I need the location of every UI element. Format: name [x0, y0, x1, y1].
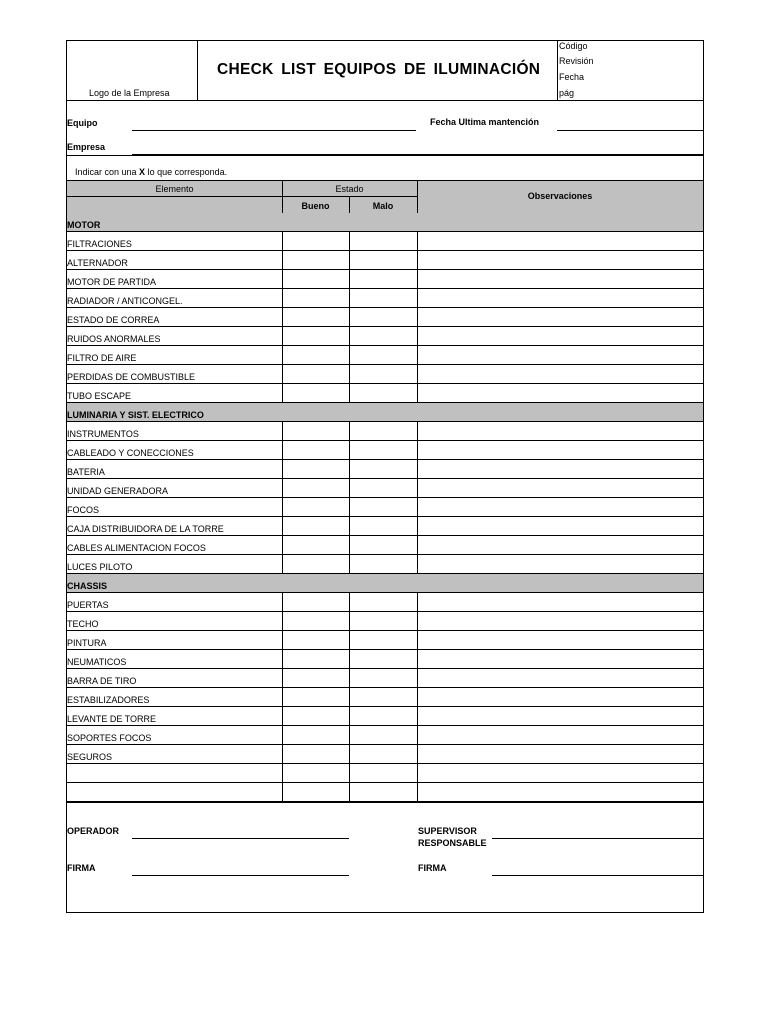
observaciones-cell[interactable]	[417, 688, 703, 707]
bueno-cell[interactable]	[282, 384, 349, 403]
bueno-cell[interactable]	[282, 764, 349, 783]
malo-cell[interactable]	[349, 745, 417, 764]
row-label: LUCES PILOTO	[67, 562, 133, 572]
bueno-cell[interactable]	[282, 365, 349, 384]
observaciones-cell[interactable]	[417, 251, 703, 270]
table-row	[67, 232, 703, 251]
bueno-cell[interactable]	[282, 745, 349, 764]
table-row	[67, 498, 703, 517]
table-row	[67, 460, 703, 479]
table-row	[67, 707, 703, 726]
meta-codigo: Código	[559, 41, 588, 51]
table-row	[67, 327, 703, 346]
info-divider	[67, 155, 703, 156]
bueno-cell[interactable]	[282, 726, 349, 745]
bueno-cell[interactable]	[282, 251, 349, 270]
observaciones-cell[interactable]	[417, 460, 703, 479]
supervisor-label: SUPERVISOR	[418, 826, 477, 836]
observaciones-cell[interactable]	[417, 479, 703, 498]
observaciones-cell[interactable]	[417, 498, 703, 517]
header-divider-meta	[557, 41, 558, 100]
row-label: BATERIA	[67, 467, 105, 477]
observaciones-cell[interactable]	[417, 308, 703, 327]
malo-cell[interactable]	[349, 726, 417, 745]
row-label: LEVANTE DE TORRE	[67, 714, 157, 724]
observaciones-cell[interactable]	[417, 422, 703, 441]
table-row	[67, 422, 703, 441]
row-label: FOCOS	[67, 505, 100, 515]
table-header-mid	[67, 196, 417, 197]
table-row	[67, 726, 703, 745]
malo-cell[interactable]	[349, 631, 417, 650]
observaciones-cell[interactable]	[417, 669, 703, 688]
equipo-label: Equipo	[67, 118, 98, 128]
malo-cell[interactable]	[349, 764, 417, 783]
malo-cell[interactable]	[349, 650, 417, 669]
bueno-cell[interactable]	[282, 517, 349, 536]
bueno-cell[interactable]	[282, 289, 349, 308]
row-label: RUIDOS ANORMALES	[67, 334, 161, 344]
section-label: LUMINARIA Y SIST. ELECTRICO	[67, 410, 204, 420]
malo-cell[interactable]	[349, 251, 417, 270]
bueno-cell[interactable]	[282, 669, 349, 688]
observaciones-cell[interactable]	[417, 327, 703, 346]
row-label: INSTRUMENTOS	[67, 429, 139, 439]
operador-label: OPERADOR	[67, 826, 120, 836]
malo-cell[interactable]	[349, 536, 417, 555]
col-observaciones: Observaciones	[527, 191, 593, 201]
malo-cell[interactable]	[349, 688, 417, 707]
table-row	[67, 669, 703, 688]
observaciones-cell[interactable]	[417, 555, 703, 574]
table-row	[67, 745, 703, 764]
fecha-mantencion-field[interactable]	[557, 130, 703, 131]
bueno-cell[interactable]	[282, 270, 349, 289]
observaciones-cell[interactable]	[417, 365, 703, 384]
firma-supervisor-label: FIRMA	[418, 863, 447, 873]
malo-cell[interactable]	[349, 517, 417, 536]
table-row	[67, 593, 703, 612]
malo-cell[interactable]	[349, 384, 417, 403]
checklist-form	[66, 40, 704, 913]
malo-cell[interactable]	[349, 308, 417, 327]
bueno-cell[interactable]	[282, 441, 349, 460]
row-label: NEUMATICOS	[67, 657, 127, 667]
observaciones-cell[interactable]	[417, 593, 703, 612]
row-label: RADIADOR / ANTICONGEL.	[67, 296, 183, 306]
firma-supervisor-field[interactable]	[492, 875, 703, 876]
bueno-cell[interactable]	[282, 498, 349, 517]
observaciones-cell[interactable]	[417, 783, 703, 802]
bueno-cell[interactable]	[282, 707, 349, 726]
row-label: MOTOR DE PARTIDA	[67, 277, 157, 287]
row-label: SEGUROS	[67, 752, 113, 762]
table-row	[67, 783, 703, 802]
bueno-cell[interactable]	[282, 536, 349, 555]
table-row	[67, 365, 703, 384]
section-label: CHASSIS	[67, 581, 108, 591]
bueno-cell[interactable]	[282, 593, 349, 612]
equipo-field[interactable]	[132, 130, 416, 131]
section-label: MOTOR	[67, 220, 101, 230]
observaciones-cell[interactable]	[417, 517, 703, 536]
table-row	[67, 479, 703, 498]
row-label: PINTURA	[67, 638, 107, 648]
table-row	[67, 441, 703, 460]
firma-operador-field[interactable]	[132, 875, 349, 876]
malo-cell[interactable]	[349, 346, 417, 365]
row-label: ALTERNADOR	[67, 258, 128, 268]
col-bueno: Bueno	[301, 201, 330, 211]
malo-cell[interactable]	[349, 270, 417, 289]
malo-cell[interactable]	[349, 593, 417, 612]
section-row	[67, 213, 703, 232]
col-elemento: Elemento	[155, 184, 194, 194]
bueno-cell[interactable]	[282, 612, 349, 631]
observaciones-cell[interactable]	[417, 232, 703, 251]
row-label: TECHO	[67, 619, 99, 629]
table-header-top	[67, 180, 703, 181]
header-divider-logo	[197, 41, 198, 100]
observaciones-cell[interactable]	[417, 384, 703, 403]
table-row	[67, 270, 703, 289]
malo-cell[interactable]	[349, 498, 417, 517]
table-row	[67, 517, 703, 536]
responsable-label: RESPONSABLE	[418, 838, 487, 848]
row-label: SOPORTES FOCOS	[67, 733, 152, 743]
row-label: PUERTAS	[67, 600, 109, 610]
row-label: BARRA DE TIRO	[67, 676, 137, 686]
row-label: PERDIDAS DE COMBUSTIBLE	[67, 372, 196, 382]
table-row	[67, 555, 703, 574]
row-label: CABLES ALIMENTACION FOCOS	[67, 543, 206, 553]
malo-cell[interactable]	[349, 707, 417, 726]
col-malo: Malo	[372, 201, 394, 211]
supervisor-field[interactable]	[492, 838, 703, 839]
row-label: FILTRACIONES	[67, 239, 132, 249]
observaciones-cell[interactable]	[417, 631, 703, 650]
observaciones-cell[interactable]	[417, 441, 703, 460]
bueno-cell[interactable]	[282, 327, 349, 346]
meta-revision: Revisión	[559, 56, 594, 66]
instruction-text: Indicar con una X lo que corresponda.	[75, 167, 228, 177]
bueno-cell[interactable]	[282, 232, 349, 251]
row-label: ESTABILIZADORES	[67, 695, 150, 705]
observaciones-cell[interactable]	[417, 745, 703, 764]
table-row	[67, 384, 703, 403]
table-row	[67, 289, 703, 308]
observaciones-cell[interactable]	[417, 346, 703, 365]
row-label: TUBO ESCAPE	[67, 391, 132, 401]
table-row	[67, 346, 703, 365]
table-row	[67, 764, 703, 783]
row-label: CABLEADO Y CONECCIONES	[67, 448, 194, 458]
bueno-cell[interactable]	[282, 346, 349, 365]
observaciones-cell[interactable]	[417, 270, 703, 289]
footer-top-line	[67, 802, 703, 803]
observaciones-cell[interactable]	[417, 289, 703, 308]
bueno-cell[interactable]	[282, 688, 349, 707]
malo-cell[interactable]	[349, 612, 417, 631]
malo-cell[interactable]	[349, 555, 417, 574]
section-row	[67, 574, 703, 593]
col-estado: Estado	[335, 184, 364, 194]
bueno-cell[interactable]	[282, 783, 349, 802]
row-label: ESTADO DE CORREA	[67, 315, 160, 325]
header-bottom-line	[67, 100, 703, 101]
row-label: CAJA DISTRIBUIDORA DE LA TORRE	[67, 524, 224, 534]
meta-pag: pág	[559, 88, 575, 98]
checklist-table-body	[67, 213, 703, 802]
table-row	[67, 536, 703, 555]
row-label: FILTRO DE AIRE	[67, 353, 137, 363]
bueno-cell[interactable]	[282, 460, 349, 479]
observaciones-cell[interactable]	[417, 726, 703, 745]
bueno-cell[interactable]	[282, 650, 349, 669]
operador-field[interactable]	[132, 838, 349, 839]
bueno-cell[interactable]	[282, 631, 349, 650]
table-row	[67, 308, 703, 327]
meta-fecha: Fecha	[559, 72, 585, 82]
malo-cell[interactable]	[349, 460, 417, 479]
observaciones-cell[interactable]	[417, 764, 703, 783]
bueno-cell[interactable]	[282, 422, 349, 441]
malo-cell[interactable]	[349, 422, 417, 441]
section-row	[67, 403, 703, 422]
table-row	[67, 251, 703, 270]
row-label: UNIDAD GENERADORA	[67, 486, 169, 496]
bueno-cell[interactable]	[282, 555, 349, 574]
observaciones-cell[interactable]	[417, 650, 703, 669]
logo-label: Logo de la Empresa	[89, 88, 170, 98]
bueno-cell[interactable]	[282, 308, 349, 327]
malo-cell[interactable]	[349, 479, 417, 498]
table-row	[67, 612, 703, 631]
observaciones-cell[interactable]	[417, 536, 703, 555]
page-title: CHECK LIST EQUIPOS DE ILUMINACIÓN	[217, 61, 541, 78]
bueno-cell[interactable]	[282, 479, 349, 498]
malo-cell[interactable]	[349, 365, 417, 384]
table-row	[67, 631, 703, 650]
empresa-label: Empresa	[67, 142, 106, 152]
firma-operador-label: FIRMA	[67, 863, 96, 873]
observaciones-cell[interactable]	[417, 707, 703, 726]
malo-cell[interactable]	[349, 289, 417, 308]
malo-cell[interactable]	[349, 669, 417, 688]
table-row	[67, 688, 703, 707]
malo-cell[interactable]	[349, 232, 417, 251]
table-row	[67, 650, 703, 669]
observaciones-cell[interactable]	[417, 612, 703, 631]
malo-cell[interactable]	[349, 327, 417, 346]
malo-cell[interactable]	[349, 783, 417, 802]
malo-cell[interactable]	[349, 441, 417, 460]
fecha-mantencion-label: Fecha Ultima mantención	[430, 117, 540, 127]
